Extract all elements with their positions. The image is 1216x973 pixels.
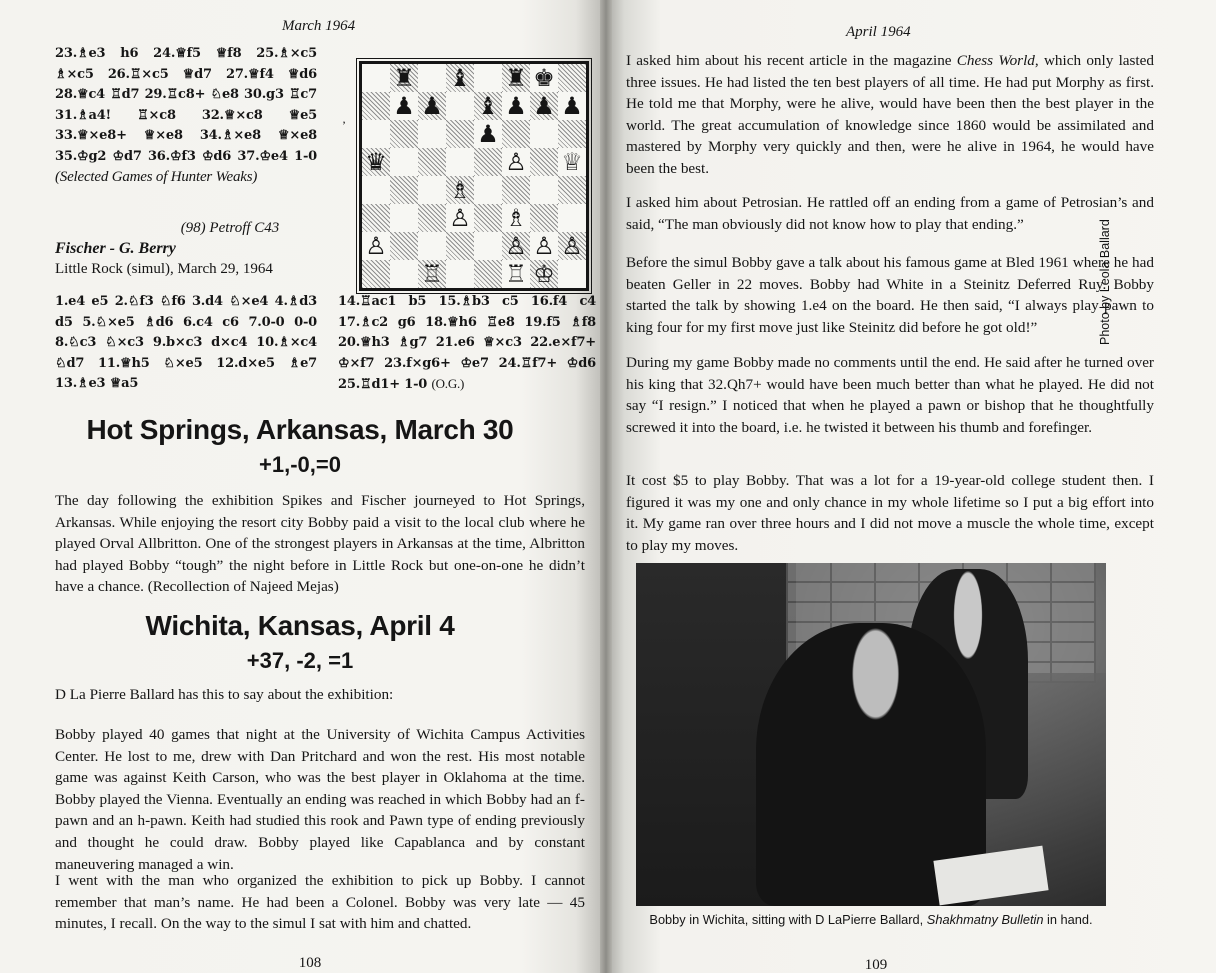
petrosian-paragraph: I asked him about Petrosian. He rattled off an ending from a game of Petrosian’s and said, “The man obviously did not know how to play that ending.”	[626, 194, 1154, 233]
square-f3	[502, 204, 530, 232]
square-g3	[530, 204, 558, 232]
chess-piece: ♙	[561, 232, 583, 260]
square-e6	[474, 120, 502, 148]
hot-springs-paragraph: The day following the exhibition Spikes and Fischer journeyed to Hot Springs, Arkansas. While enjoying the resort city Bobby paid a visit to the local club where he played Orval Allbritton. One of the strongest players in Arkansas at the time, Albritton had played Bobby “tough” the night before in Little Rock but one-on-one he didn’t have a chance. (Recollection of Najeed Mejas)	[55, 492, 585, 596]
square-e7	[474, 92, 502, 120]
wichita-heading: Wichita, Kansas, April 4	[145, 610, 455, 641]
bled-paragraph: Before the simul Bobby gave a talk about his famous game at Bled 1961 where he had beaten Geller in 22 moves. Bobby had White in a Steinitz Deferred Ruy. Bobby started the talk by showing 1.e4 on the board. He then said, “I always play pawn to king four for my first move just like Steinitz did before he got old!”	[626, 254, 1154, 336]
left-page	[0, 0, 606, 973]
square-a8	[362, 64, 390, 92]
square-h4	[558, 176, 586, 204]
game-97-moves: 23.♗e3 h6 24.♕f5 ♕f8 25.♗×c5 ♗×c5 26.♖×c5 ♕d7 27.♕f4 ♕d6 28.♕c4 ♖d7 29.♖c8+ ♘e8 30.g3 ♖c7 31.♗a4! ♖×c8 32.♕×c8 ♕e5 33.♕×e8+ ♕×e8 34.♗×e8 ♕×e8 35.♔g2 ♔d7 36.♔f3 ♔d6 37.♔e4 1-0 (Selected Games of Hunter Weaks)	[55, 46, 317, 185]
chess-diagram	[359, 61, 589, 291]
square-a7	[362, 92, 390, 120]
square-a5	[362, 148, 390, 176]
square-b8	[390, 64, 418, 92]
game-98-moves-col1: 1.e4 e5 2.♘f3 ♘f6 3.d4 ♘×e4 4.♗d3 d5 5.♘×e5 ♗d6 6.c4 c6 7.0-0 0-0 8.♘c3 ♘×c3 9.b×c3 d×c4 10.♗×c4 ♘d7 11.♕h5 ♘×e5 12.d×e5 ♗e7 13.♗e3 ♕a5	[55, 294, 317, 391]
square-e3	[474, 204, 502, 232]
square-c1	[418, 260, 446, 288]
square-h6	[558, 120, 586, 148]
square-g5	[530, 148, 558, 176]
square-f4	[502, 176, 530, 204]
square-f1	[502, 260, 530, 288]
chess-piece: ♙	[449, 204, 471, 232]
square-e8	[474, 64, 502, 92]
chess-piece: ♟	[393, 92, 415, 120]
chess-piece: ♖	[421, 260, 443, 288]
chess-piece: ♖	[505, 260, 527, 288]
chess-piece: ♗	[449, 176, 471, 204]
square-h1	[558, 260, 586, 288]
wichita-paragraph-2: I went with the man who organized the exhibition to pick up Bobby. I cannot remember that man’s name. He had been a Colonel. Bobby was very late — 45 minutes, I recall. On the way to the simul I sat with him and chatted.	[55, 872, 585, 933]
square-g1	[530, 260, 558, 288]
square-e1	[474, 260, 502, 288]
game-98-annotator: (O.G.)	[431, 376, 465, 391]
square-b2	[390, 232, 418, 260]
square-b3	[390, 204, 418, 232]
wichita-score: +37, -2, =1	[246, 648, 354, 673]
square-a2	[362, 232, 390, 260]
square-e2	[474, 232, 502, 260]
square-c4	[418, 176, 446, 204]
right-running-head: April 1964	[846, 24, 911, 40]
chess-piece: ♜	[393, 64, 415, 92]
square-d6	[446, 120, 474, 148]
square-d8	[446, 64, 474, 92]
photo-bobby-wichita	[636, 563, 1106, 906]
square-d3	[446, 204, 474, 232]
bulletin-title: Shakhmatny Bulletin	[926, 912, 1044, 927]
square-e4	[474, 176, 502, 204]
wichita-intro: D La Pierre Ballard has this to say about the exhibition:	[55, 686, 394, 703]
square-g6	[530, 120, 558, 148]
square-f2	[502, 232, 530, 260]
square-h5	[558, 148, 586, 176]
square-h2	[558, 232, 586, 260]
chess-piece: ♟	[533, 92, 555, 120]
square-c8	[418, 64, 446, 92]
square-b5	[390, 148, 418, 176]
game-98-players: Fischer - G. Berry	[55, 240, 176, 257]
square-g2	[530, 232, 558, 260]
chess-piece: ♜	[505, 64, 527, 92]
chess-piece: ♟	[561, 92, 583, 120]
square-f6	[502, 120, 530, 148]
game-97-source: (Selected Games of Hunter Weaks)	[55, 169, 258, 185]
square-c7	[418, 92, 446, 120]
square-b6	[390, 120, 418, 148]
square-d1	[446, 260, 474, 288]
chess-piece: ♙	[505, 148, 527, 176]
square-b7	[390, 92, 418, 120]
square-h3	[558, 204, 586, 232]
chess-piece: ♔	[533, 260, 555, 288]
square-g7	[530, 92, 558, 120]
square-f8	[502, 64, 530, 92]
game-paragraph: During my game Bobby made no comments until the end. He said after he turned over his king that 32.Qh7+ would have been much better than what he played. He did not say “I resign.” I noticed that when he played a pawn or bishop that he thoughtfully screwed it into the board, i.e. he twisted it between his thumb and forefinger.	[626, 354, 1154, 436]
chess-piece: ♙	[533, 232, 555, 260]
chess-piece: ♟	[505, 92, 527, 120]
square-d7	[446, 92, 474, 120]
left-running-head: March 1964	[282, 18, 356, 34]
square-c5	[418, 148, 446, 176]
square-h7	[558, 92, 586, 120]
square-c6	[418, 120, 446, 148]
square-f5	[502, 148, 530, 176]
chess-piece: ♙	[505, 232, 527, 260]
chess-piece: ♝	[449, 64, 471, 92]
chess-piece: ♟	[421, 92, 443, 120]
square-a6	[362, 120, 390, 148]
square-e5	[474, 148, 502, 176]
chess-piece: ♗	[505, 204, 527, 232]
square-g8	[530, 64, 558, 92]
game-98-opening: (98) Petroff C43	[180, 220, 280, 236]
right-page: April 1964 I asked him about his recent article in the magazine Chess World, which only lasted three issues. He had listed the ten best players of all time. He had put Morphy as first. He told me that Morphy, were he alive, would have been then the best player in the world. The great accumulation of knowledge since 1860 would be assimilated and mastered by Morphy very quickly and then, were he alive in 1964, he would have been the best. I asked him about Petrosian. He rattled off an ending from a game of Petrosian’s and said, “The man obviously did not know how to play that ending.” Before the simul Bobby gave a talk about his famous game at Bled 1961 where he had beaten Geller in 22 moves. Bobby had White in a Steinitz Deferred Ruy. Bobby started the talk by showing 1.e4 on the board. He then said, “I always play pawn to king four for my first move just like Steinitz did before he got old!” During my game Bobby made no comments until the end. He said after he turned over his king that 32.Qh7+ would have been much better than what he played. He did not say “I resign.” I noticed that when he played a pawn or bishop that he thoughtfully screwed it into the board, i.e. he twisted it between his thumb and forefinger. It cost $5 to play Bobby. That was a lot for a 19-year-old college student then. I figured it was my one and only chance in my whole lifetime so I put a big effort into it. My game ran over three hours and I did not move a muscle the whole time, except to play my moves. Photo by Leola Ballard Bobby in Wichita, sitting with D LaPierre Ballard, Shakhmatny Bulletin in hand. 109	[606, 0, 1216, 973]
square-b1	[390, 260, 418, 288]
square-d5	[446, 148, 474, 176]
game-98-venue: Little Rock (simul), March 29, 1964	[55, 261, 273, 277]
square-b4	[390, 176, 418, 204]
article-paragraph: I asked him about his recent article in the magazine Chess World, which only lasted three issues. He had listed the ten best players of all time. He had put Morphy as first. He told me that Morphy, were he alive, would have been then the best player in the world. The great accumulation of knowledge since 1860 would be assimilated and mastered by Morphy very quickly and then, were he alive in 1964, he would have been the best.	[626, 52, 1154, 177]
square-g4	[530, 176, 558, 204]
cost-paragraph: It cost $5 to play Bobby. That was a lot for a 19-year-old college student then. I figured it was my one and only chance in my whole lifetime so I put a big effort into it. My game ran over three hours and I did not move a muscle the whole time, except to play my moves.	[626, 472, 1154, 554]
square-a1	[362, 260, 390, 288]
left-page-number: 108	[298, 955, 322, 971]
square-h8	[558, 64, 586, 92]
square-a4	[362, 176, 390, 204]
hot-springs-heading: Hot Springs, Arkansas, March 30	[86, 414, 514, 445]
chess-piece: ♚	[533, 64, 555, 92]
chess-piece: ♕	[561, 148, 583, 176]
square-a3	[362, 204, 390, 232]
wichita-paragraph-1: Bobby played 40 games that night at the University of Wichita Campus Activities Center. He lost to me, drew with Dan Pritchard and won the rest. His most notable game was against Keith Carson, who was the best player in Oklahoma at the time. Bobby played the Vienna. Eventually an ending was reached in which Bobby had an f-pawn and an h-pawn. Keith had studied this rook and Pawn type of ending previously and thought he could draw. Bobby played like Capablanca and by constant maneuvering managed a win.	[55, 726, 585, 873]
book-gutter	[600, 0, 612, 973]
chess-piece: ♙	[365, 232, 387, 260]
square-c3	[418, 204, 446, 232]
square-c2	[418, 232, 446, 260]
hot-springs-score: +1,-0,=0	[259, 452, 341, 477]
chess-piece: ♛	[365, 148, 387, 176]
square-d4	[446, 176, 474, 204]
right-page-number: 109	[864, 957, 888, 973]
game-98-moves-col2: 14.♖ac1 b5 15.♗b3 c5 16.f4 c4 17.♗c2 g6 18.♕h6 ♖e8 19.f5 ♗f8 20.♕h3 ♗g7 21.e6 ♕×c3 22.e×f7+ ♔×f7 23.f×g6+ ♔e7 24.♖f7+ ♔d6 25.♖d1+ 1-0 (O.G.)	[338, 294, 596, 392]
photo-caption: Bobby in Wichita, sitting with D LaPierre Ballard, Shakhmatny Bulletin in hand.	[649, 912, 1093, 927]
square-d2	[446, 232, 474, 260]
square-f7	[502, 92, 530, 120]
chess-piece: ♟	[477, 120, 499, 148]
diagram-mark: ’	[342, 118, 346, 132]
magazine-title: Chess World	[956, 52, 1035, 69]
chess-piece: ♝	[477, 92, 499, 120]
